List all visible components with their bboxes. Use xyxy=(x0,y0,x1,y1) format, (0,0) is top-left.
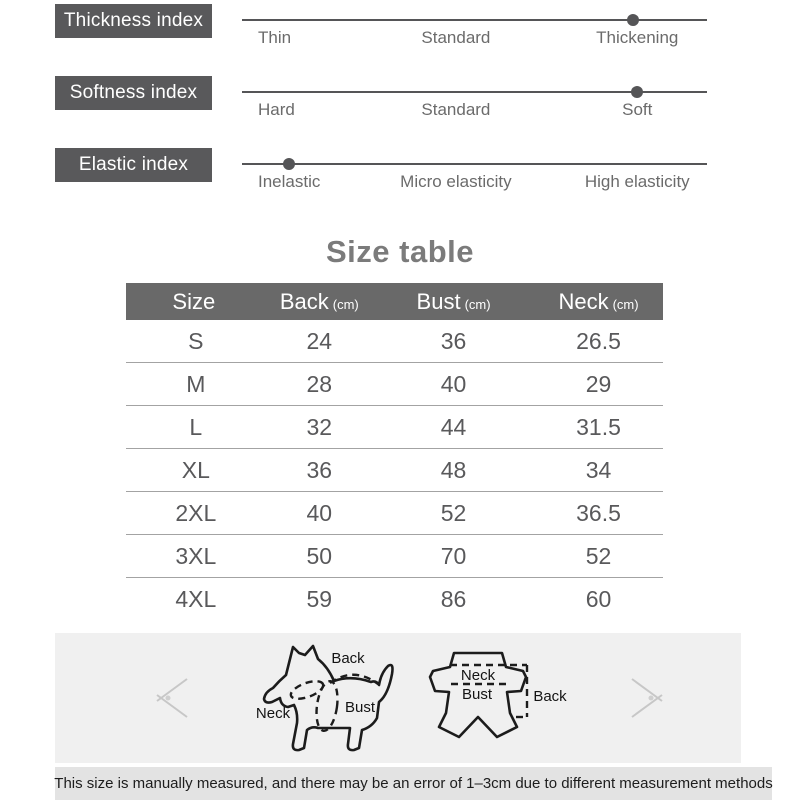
table-row xyxy=(126,578,663,620)
dog-neck-label: Neck xyxy=(255,705,291,722)
elastic-index-row xyxy=(0,144,800,216)
elastic-slider-dot xyxy=(283,158,295,170)
softness-tick-high: Soft xyxy=(622,100,653,119)
back-cell: 40 xyxy=(306,499,333,526)
header-label: Neck xyxy=(558,288,609,314)
back-cell: 28 xyxy=(306,370,333,397)
size-table xyxy=(126,283,663,620)
dog-bust-label: Bust xyxy=(344,699,376,716)
neck-cell: 29 xyxy=(585,370,612,397)
size-table-header xyxy=(126,283,663,320)
header-label: Size xyxy=(172,288,216,314)
next-arrow-icon[interactable] xyxy=(617,633,677,763)
back-cell: 50 xyxy=(306,542,333,569)
thickness-index-row xyxy=(0,0,800,72)
softness-index-row xyxy=(0,72,800,144)
note-bar xyxy=(55,767,772,800)
prev-arrow-icon[interactable] xyxy=(142,633,202,763)
bust-cell: 86 xyxy=(440,585,467,612)
size-cell: 2XL xyxy=(175,499,217,526)
neck-cell: 34 xyxy=(585,456,612,483)
size-cell: M xyxy=(186,370,206,397)
bust-cell: 48 xyxy=(440,456,467,483)
dog-back-label: Back xyxy=(331,650,365,667)
back-cell: 32 xyxy=(306,413,333,440)
header-cell-neck xyxy=(534,289,663,315)
measurement-panel xyxy=(55,633,741,763)
note-text: This size is manually measured, and there may be an error of 1–3cm due to different measurement methods xyxy=(54,775,773,792)
softness-index-label: Softness index xyxy=(55,76,212,110)
elastic-tick-mid: Micro elasticity xyxy=(400,172,512,191)
size-cell: S xyxy=(188,327,204,354)
bust-cell: 36 xyxy=(440,327,467,354)
table-row xyxy=(126,406,663,449)
neck-cell: 36.5 xyxy=(576,499,621,526)
header-label: Bust xyxy=(416,288,461,314)
measurement-diagram xyxy=(235,633,580,763)
header-unit: (cm) xyxy=(332,296,359,312)
elastic-index-label: Elastic index xyxy=(55,148,212,182)
thickness-index-label: Thickness index xyxy=(55,4,212,38)
size-cell: 3XL xyxy=(175,542,217,569)
neck-cell: 31.5 xyxy=(576,413,621,440)
bust-cell: 44 xyxy=(440,413,467,440)
table-row xyxy=(126,363,663,406)
elastic-tick-low: Inelastic xyxy=(258,172,321,191)
size-cell: 4XL xyxy=(175,585,217,612)
bust-cell: 70 xyxy=(440,542,467,569)
header-label: Back xyxy=(279,288,329,314)
table-row xyxy=(126,449,663,492)
size-table-title: Size table xyxy=(326,234,474,269)
softness-tick-low: Hard xyxy=(258,100,295,119)
header-cell-back xyxy=(266,289,373,315)
header-cell-size xyxy=(126,289,266,315)
header-unit: (cm) xyxy=(464,296,491,312)
bust-cell: 52 xyxy=(440,499,467,526)
thickness-tick-mid: Standard xyxy=(421,28,491,47)
neck-cell: 60 xyxy=(585,585,612,612)
back-cell: 59 xyxy=(306,585,333,612)
thickness-tick-low: Thin xyxy=(258,28,292,47)
thickness-tick-high: Thickening xyxy=(596,28,679,47)
table-row xyxy=(126,535,663,578)
size-cell: XL xyxy=(181,456,210,483)
dog-diagram xyxy=(256,646,393,750)
softness-slider xyxy=(242,72,707,144)
softness-tick-mid: Standard xyxy=(421,100,491,119)
back-cell: 24 xyxy=(306,327,333,354)
back-cell: 36 xyxy=(306,456,333,483)
bust-cell: 40 xyxy=(440,370,467,397)
header-cell-bust xyxy=(373,289,534,315)
garment-back-label: Back xyxy=(533,688,567,705)
table-row xyxy=(126,320,663,363)
thickness-slider-dot xyxy=(627,14,639,26)
elastic-slider-track xyxy=(242,163,707,165)
garment-neck-label: Neck xyxy=(460,667,496,684)
table-row xyxy=(126,492,663,535)
elastic-tick-high: High elasticity xyxy=(584,172,690,191)
thickness-slider xyxy=(242,0,707,72)
garment-diagram xyxy=(430,653,567,737)
neck-cell: 52 xyxy=(585,542,612,569)
neck-cell: 26.5 xyxy=(576,327,621,354)
size-cell: L xyxy=(189,413,203,440)
softness-slider-dot xyxy=(631,86,643,98)
elastic-slider xyxy=(242,144,707,216)
header-unit: (cm) xyxy=(612,296,639,312)
garment-bust-label: Bust xyxy=(461,686,493,703)
